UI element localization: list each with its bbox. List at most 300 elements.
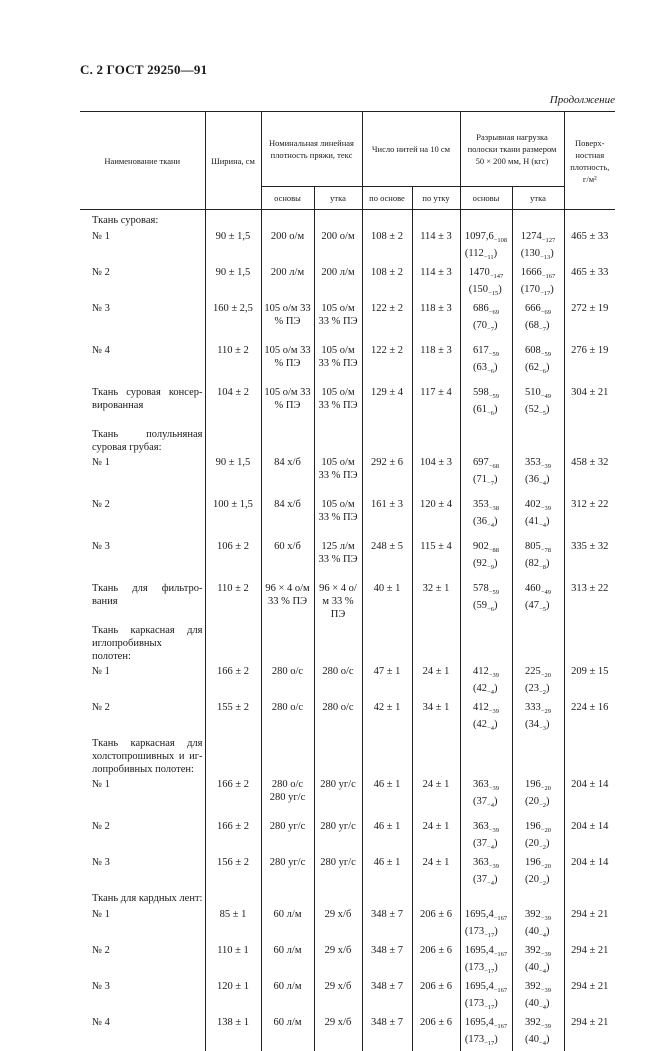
cell-width — [205, 210, 261, 230]
closing-paren: ) — [546, 998, 550, 1009]
load-tolerance: −20 — [541, 863, 551, 870]
cell-width: 138 ± 1 — [205, 1015, 261, 1051]
cell-tw — [362, 427, 412, 455]
cell-tf: 24 ± 1 — [412, 855, 460, 891]
cell-surface-density: 465 ± 33 — [564, 229, 615, 265]
cell-dw: 280 о/с — [261, 700, 314, 736]
load-tolerance-kgf: −2 — [539, 689, 546, 696]
table-row — [80, 855, 615, 891]
closing-paren: ) — [546, 838, 550, 849]
fabric-name: № 1 — [80, 777, 205, 819]
cell-dw: 105 о/м 33 % ПЭ — [261, 385, 314, 427]
fabric-name: Ткань для фильтро-вания — [80, 581, 205, 623]
cell-df: 105 о/м 33 % ПЭ — [314, 343, 362, 385]
load-tolerance-kgf: −4 — [539, 522, 546, 529]
cell-df: 200 о/м — [314, 229, 362, 265]
cell-tf: 24 ± 1 — [412, 664, 460, 700]
closing-paren: ) — [498, 284, 502, 295]
cell-surface-density: 313 ± 22 — [564, 581, 615, 623]
cell-load-warp — [460, 539, 512, 581]
cell-load-weft — [512, 736, 564, 777]
cell-df: 200 л/м — [314, 265, 362, 301]
cell-df — [314, 891, 362, 907]
cell-dw: 105 о/м 33 % ПЭ — [261, 343, 314, 385]
cell-load-weft — [512, 210, 564, 230]
load-value: 392 — [525, 981, 541, 992]
cell-load-warp — [460, 907, 512, 943]
cell-width: 120 ± 1 — [205, 979, 261, 1015]
cell-tf — [412, 623, 460, 664]
load-value: 510 — [525, 387, 541, 398]
load-tolerance: −39 — [541, 987, 551, 994]
table-row — [80, 385, 615, 427]
cell-dw — [261, 427, 314, 455]
load-tolerance-kgf: −4 — [539, 932, 546, 939]
load-value-kgf: (34 — [525, 719, 539, 730]
cell-load-warp — [460, 943, 512, 979]
cell-tf: 118 ± 3 — [412, 343, 460, 385]
closing-paren: ) — [546, 404, 550, 415]
load-value-kgf: (173 — [465, 1034, 484, 1045]
cell-load-warp — [460, 1015, 512, 1051]
load-tolerance-kgf: −2 — [539, 802, 546, 809]
cell-width: 85 ± 1 — [205, 907, 261, 943]
closing-paren: ) — [546, 362, 550, 373]
load-value: 402 — [525, 499, 541, 510]
cell-tw: 348 ± 7 — [362, 943, 412, 979]
fabric-name: Ткань для кардных лент: — [80, 891, 205, 907]
load-value: 363 — [473, 779, 489, 790]
cell-width: 106 ± 2 — [205, 539, 261, 581]
load-value-kgf: (173 — [465, 962, 484, 973]
load-tolerance-kgf: −4 — [487, 689, 494, 696]
load-tolerance: −59 — [489, 351, 499, 358]
cell-surface-density: 204 ± 14 — [564, 855, 615, 891]
cell-tf: 32 ± 1 — [412, 581, 460, 623]
cell-load-warp — [460, 427, 512, 455]
cell-load-warp — [460, 700, 512, 736]
cell-load-weft — [512, 229, 564, 265]
table-row — [80, 427, 615, 455]
load-value-kgf: (41 — [525, 516, 539, 527]
load-tolerance: −39 — [489, 785, 499, 792]
table-row — [80, 343, 615, 385]
load-tolerance-kgf: −6 — [539, 368, 546, 375]
cell-tw: 108 ± 2 — [362, 265, 412, 301]
load-value-kgf: (20 — [525, 874, 539, 885]
load-tolerance-kgf: −2 — [539, 844, 546, 851]
cell-load-weft — [512, 265, 564, 301]
closing-paren: ) — [550, 248, 554, 259]
cell-load-weft — [512, 623, 564, 664]
cell-tf: 117 ± 4 — [412, 385, 460, 427]
load-tolerance-kgf: −11 — [484, 254, 494, 261]
load-tolerance-kgf: −17 — [484, 1040, 494, 1047]
cell-dw — [261, 736, 314, 777]
load-tolerance: −59 — [489, 589, 499, 596]
cell-surface-density: 294 ± 21 — [564, 907, 615, 943]
closing-paren: ) — [494, 248, 498, 259]
cell-width: 90 ± 1,5 — [205, 229, 261, 265]
cell-load-warp — [460, 623, 512, 664]
cell-tf — [412, 891, 460, 907]
cell-load-weft — [512, 664, 564, 700]
cell-dw: 84 х/б — [261, 455, 314, 497]
load-tolerance: −167 — [494, 915, 507, 922]
load-tolerance: −68 — [489, 463, 499, 470]
load-tolerance: −127 — [542, 237, 555, 244]
cell-df: 105 о/м 33 % ПЭ — [314, 455, 362, 497]
cell-load-warp — [460, 777, 512, 819]
load-value: 697 — [473, 457, 489, 468]
cell-dw: 280 уг/с — [261, 855, 314, 891]
load-tolerance-kgf: −17 — [484, 968, 494, 975]
cell-load-weft — [512, 455, 564, 497]
fabric-name: № 1 — [80, 664, 205, 700]
cell-dw: 60 л/м — [261, 1015, 314, 1051]
table-row — [80, 301, 615, 343]
closing-paren: ) — [546, 874, 550, 885]
cell-dw — [261, 891, 314, 907]
cell-tf: 206 ± 6 — [412, 979, 460, 1015]
table-row — [80, 700, 615, 736]
cell-width: 110 ± 1 — [205, 943, 261, 979]
cell-tf — [412, 736, 460, 777]
cell-load-warp — [460, 664, 512, 700]
load-tolerance-kgf: −4 — [487, 880, 494, 887]
closing-paren: ) — [550, 284, 554, 295]
load-value-kgf: (20 — [525, 838, 539, 849]
load-value: 1666 — [521, 267, 542, 278]
cell-dw: 84 х/б — [261, 497, 314, 539]
cell-load-warp — [460, 343, 512, 385]
cell-tf: 104 ± 3 — [412, 455, 460, 497]
cell-load-weft — [512, 819, 564, 855]
cell-tw: 108 ± 2 — [362, 229, 412, 265]
page-title: С. 2 ГОСТ 29250—91 — [80, 62, 207, 78]
load-tolerance: −39 — [489, 672, 499, 679]
cell-load-weft — [512, 581, 564, 623]
cell-load-warp — [460, 265, 512, 301]
load-value: 666 — [525, 303, 541, 314]
cell-surface-density: 276 ± 19 — [564, 343, 615, 385]
cell-load-weft — [512, 891, 564, 907]
fabric-name: № 2 — [80, 819, 205, 855]
load-value: 617 — [473, 345, 489, 356]
cell-dw: 280 уг/с — [261, 819, 314, 855]
table-row — [80, 891, 615, 907]
cell-tw: 122 ± 2 — [362, 343, 412, 385]
load-value-kgf: (42 — [473, 683, 487, 694]
load-tolerance-kgf: −2 — [539, 880, 546, 887]
fabric-name: № 2 — [80, 497, 205, 539]
table-row — [80, 623, 615, 664]
load-value-kgf: (40 — [525, 998, 539, 1009]
load-tolerance-kgf: −4 — [487, 725, 494, 732]
cell-surface-density: 312 ± 22 — [564, 497, 615, 539]
load-value: 392 — [525, 945, 541, 956]
closing-paren: ) — [546, 683, 550, 694]
closing-paren: ) — [494, 874, 498, 885]
load-value-kgf: (47 — [525, 600, 539, 611]
cell-width — [205, 427, 261, 455]
cell-tw: 161 ± 3 — [362, 497, 412, 539]
table-row — [80, 943, 615, 979]
cell-df — [314, 427, 362, 455]
cell-tw — [362, 736, 412, 777]
load-value-kgf: (61 — [473, 404, 487, 415]
fabric-name: Ткань суровая консер-вированная — [80, 385, 205, 427]
closing-paren: ) — [494, 516, 498, 527]
cell-load-weft — [512, 979, 564, 1015]
load-tolerance-kgf: −8 — [539, 564, 546, 571]
table-row — [80, 979, 615, 1015]
cell-tw: 46 ± 1 — [362, 777, 412, 819]
cell-tf: 114 ± 3 — [412, 265, 460, 301]
cell-surface-density: 272 ± 19 — [564, 301, 615, 343]
fabric-name: № 2 — [80, 265, 205, 301]
load-tolerance-kgf: −3 — [539, 725, 546, 732]
cell-width: 90 ± 1,5 — [205, 455, 261, 497]
load-value: 412 — [473, 702, 489, 713]
load-tolerance-kgf: −4 — [539, 1004, 546, 1011]
load-tolerance: −39 — [541, 505, 551, 512]
cell-load-weft — [512, 700, 564, 736]
cell-tw: 292 ± 6 — [362, 455, 412, 497]
load-tolerance-kgf: −13 — [540, 254, 550, 261]
cell-tf: 24 ± 1 — [412, 819, 460, 855]
cell-tf: 118 ± 3 — [412, 301, 460, 343]
cell-load-weft — [512, 343, 564, 385]
load-tolerance: −49 — [541, 589, 551, 596]
cell-width — [205, 891, 261, 907]
closing-paren: ) — [494, 719, 498, 730]
cell-dw: 60 х/б — [261, 539, 314, 581]
load-value: 1470 — [469, 267, 490, 278]
load-tolerance: −78 — [541, 547, 551, 554]
load-value: 196 — [525, 821, 541, 832]
load-tolerance: −39 — [489, 827, 499, 834]
load-value: 578 — [473, 583, 489, 594]
fabric-name: № 4 — [80, 1015, 205, 1051]
col-header-width: Ширина, см — [205, 112, 261, 210]
load-tolerance: −38 — [489, 505, 499, 512]
cell-df: 105 о/м 33 % ПЭ — [314, 497, 362, 539]
load-tolerance: −69 — [489, 309, 499, 316]
closing-paren: ) — [494, 362, 498, 373]
load-tolerance: −59 — [489, 393, 499, 400]
cell-df: 29 х/б — [314, 907, 362, 943]
cell-width: 104 ± 2 — [205, 385, 261, 427]
load-value: 196 — [525, 779, 541, 790]
col-header-surface-density: Поверх-ностная плотность, г/м² — [564, 112, 615, 210]
load-value: 1695,4 — [465, 981, 494, 992]
cell-tf: 34 ± 1 — [412, 700, 460, 736]
cell-tw: 46 ± 1 — [362, 819, 412, 855]
load-value-kgf: (71 — [473, 474, 487, 485]
load-value: 460 — [525, 583, 541, 594]
col-header-threads-warp: по основе — [362, 187, 412, 210]
fabric-specs-table — [80, 111, 615, 1051]
cell-surface-density: 294 ± 21 — [564, 1015, 615, 1051]
load-value: 412 — [473, 666, 489, 677]
load-tolerance-kgf: −6 — [487, 606, 494, 613]
cell-load-warp — [460, 979, 512, 1015]
cell-df: 280 о/с — [314, 700, 362, 736]
load-value: 1097,6 — [465, 231, 494, 242]
load-value-kgf: (130 — [521, 248, 540, 259]
cell-tf: 115 ± 4 — [412, 539, 460, 581]
cell-df: 280 уг/с — [314, 819, 362, 855]
table-row — [80, 736, 615, 777]
load-value-kgf: (112 — [465, 248, 484, 259]
cell-df — [314, 623, 362, 664]
cell-dw — [261, 210, 314, 230]
table-row — [80, 265, 615, 301]
load-value-kgf: (150 — [469, 284, 488, 295]
load-value-kgf: (68 — [525, 320, 539, 331]
load-tolerance: −167 — [494, 1023, 507, 1030]
load-value-kgf: (20 — [525, 796, 539, 807]
table-row — [80, 455, 615, 497]
closing-paren: ) — [494, 962, 498, 973]
closing-paren: ) — [494, 600, 498, 611]
cell-dw: 105 о/м 33 % ПЭ — [261, 301, 314, 343]
cell-df: 280 уг/с — [314, 777, 362, 819]
cell-df: 125 л/м 33 % ПЭ — [314, 539, 362, 581]
cell-surface-density: 224 ± 16 — [564, 700, 615, 736]
cell-width: 155 ± 2 — [205, 700, 261, 736]
load-tolerance: −167 — [494, 951, 507, 958]
load-value-kgf: (52 — [525, 404, 539, 415]
fabric-name: № 3 — [80, 539, 205, 581]
closing-paren: ) — [494, 474, 498, 485]
closing-paren: ) — [546, 516, 550, 527]
closing-paren: ) — [546, 1034, 550, 1045]
load-tolerance-kgf: −4 — [539, 968, 546, 975]
fabric-name: № 1 — [80, 229, 205, 265]
load-value: 805 — [525, 541, 541, 552]
closing-paren: ) — [546, 600, 550, 611]
load-tolerance-kgf: −17 — [484, 932, 494, 939]
fabric-name: № 2 — [80, 943, 205, 979]
load-tolerance-kgf: −15 — [488, 290, 498, 297]
cell-dw: 96 × 4 о/м 33 % ПЭ — [261, 581, 314, 623]
cell-df: 105 о/м 33 % ПЭ — [314, 385, 362, 427]
load-value: 196 — [525, 857, 541, 868]
fabric-name: № 1 — [80, 907, 205, 943]
cell-dw: 60 л/м — [261, 979, 314, 1015]
cell-surface-density: 204 ± 14 — [564, 819, 615, 855]
table-row — [80, 210, 615, 230]
cell-width — [205, 623, 261, 664]
col-header-density-weft: утка — [314, 187, 362, 210]
cell-tw: 348 ± 7 — [362, 979, 412, 1015]
col-header-name: Наименование ткани — [80, 112, 205, 210]
load-tolerance-kgf: −5 — [539, 606, 546, 613]
fabric-name: Ткань каркасная для холстопрошивных и иг-лопробивных полотен: — [80, 736, 205, 777]
table-row — [80, 497, 615, 539]
col-header-load-weft: утка — [512, 187, 564, 210]
fabric-name: Ткань каркасная для иглопробивных полотен: — [80, 623, 205, 664]
fabric-name: № 3 — [80, 301, 205, 343]
table-body — [80, 210, 615, 1051]
cell-tf: 24 ± 1 — [412, 777, 460, 819]
cell-load-weft — [512, 497, 564, 539]
load-value: 363 — [473, 857, 489, 868]
load-value-kgf: (37 — [473, 796, 487, 807]
cell-tw — [362, 891, 412, 907]
closing-paren: ) — [494, 683, 498, 694]
closing-paren: ) — [546, 962, 550, 973]
cell-width — [205, 736, 261, 777]
cell-load-warp — [460, 385, 512, 427]
cell-load-warp — [460, 891, 512, 907]
cell-surface-density: 294 ± 21 — [564, 943, 615, 979]
cell-df: 29 х/б — [314, 1015, 362, 1051]
load-value: 353 — [473, 499, 489, 510]
load-value-kgf: (59 — [473, 600, 487, 611]
closing-paren: ) — [546, 926, 550, 937]
load-tolerance: −39 — [489, 708, 499, 715]
table-row — [80, 819, 615, 855]
load-tolerance: −88 — [489, 547, 499, 554]
cell-load-weft — [512, 777, 564, 819]
cell-surface-density — [564, 210, 615, 230]
cell-width: 166 ± 2 — [205, 819, 261, 855]
cell-load-weft — [512, 907, 564, 943]
load-tolerance-kgf: −6 — [487, 368, 494, 375]
cell-width: 100 ± 1,5 — [205, 497, 261, 539]
closing-paren: ) — [546, 719, 550, 730]
load-tolerance: −39 — [489, 863, 499, 870]
closing-paren: ) — [546, 320, 550, 331]
closing-paren: ) — [494, 1034, 498, 1045]
cell-tw: 248 ± 5 — [362, 539, 412, 581]
cell-df: 280 о/с — [314, 664, 362, 700]
load-tolerance-kgf: −4 — [487, 522, 494, 529]
cell-load-warp — [460, 210, 512, 230]
col-header-density: Номинальная линейная плотность пряжи, текс — [261, 112, 362, 187]
cell-tf: 114 ± 3 — [412, 229, 460, 265]
cell-dw: 280 о/с 280 уг/с — [261, 777, 314, 819]
load-value: 1695,4 — [465, 1017, 494, 1028]
cell-df: 96 × 4 о/м 33 % ПЭ — [314, 581, 362, 623]
closing-paren: ) — [546, 558, 550, 569]
closing-paren: ) — [494, 320, 498, 331]
cell-surface-density — [564, 736, 615, 777]
fabric-name: № 1 — [80, 455, 205, 497]
load-value: 1695,4 — [465, 909, 494, 920]
load-tolerance: −167 — [542, 273, 555, 280]
load-value-kgf: (40 — [525, 926, 539, 937]
load-tolerance: −20 — [541, 785, 551, 792]
load-tolerance-kgf: −4 — [539, 480, 546, 487]
cell-load-warp — [460, 581, 512, 623]
load-value: 353 — [525, 457, 541, 468]
load-value: 392 — [525, 909, 541, 920]
fabric-name: Ткань суровая: — [80, 210, 205, 230]
load-value: 1274 — [521, 231, 542, 242]
load-tolerance: −20 — [541, 827, 551, 834]
load-value: 392 — [525, 1017, 541, 1028]
load-value: 1695,4 — [465, 945, 494, 956]
cell-tw — [362, 623, 412, 664]
cell-df — [314, 736, 362, 777]
col-header-threads-weft: по утку — [412, 187, 460, 210]
cell-df: 29 х/б — [314, 979, 362, 1015]
load-value-kgf: (62 — [525, 362, 539, 373]
